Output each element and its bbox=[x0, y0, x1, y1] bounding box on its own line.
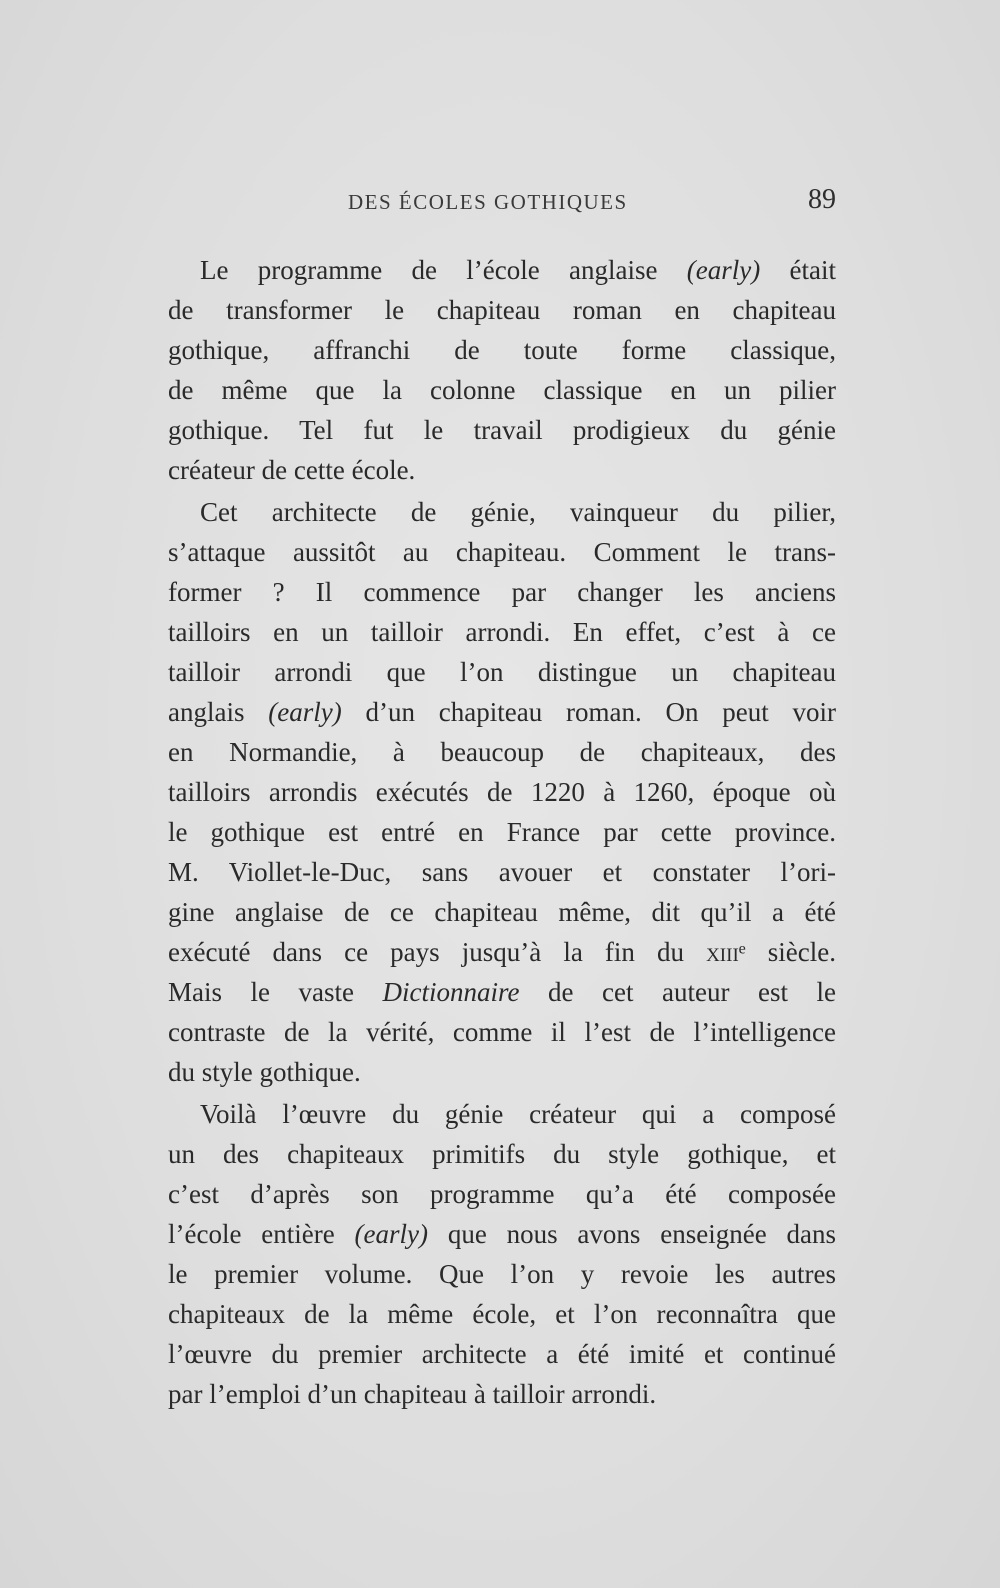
text-line: créateur de cette école. bbox=[168, 455, 416, 485]
small-caps-text: xiii bbox=[706, 937, 739, 967]
text-line: par l’emploi d’un chapiteau à tailloir arrondi. bbox=[168, 1379, 657, 1409]
text-line: un des chapiteaux primitifs du style gothique, et bbox=[168, 1139, 836, 1169]
italic-text: Dictionnaire bbox=[382, 977, 520, 1007]
text-line: c’est d’après son programme qu’a été composée bbox=[168, 1179, 836, 1209]
text-line: l’œuvre du premier architecte a été imité et continué bbox=[168, 1339, 836, 1369]
text-line: exécuté dans ce pays jusqu’à la fin du xiiiᵉ siècle. bbox=[168, 937, 836, 967]
body-text bbox=[168, 250, 836, 1416]
text-line: l’école entière (early) que nous avons enseignée dans bbox=[168, 1219, 836, 1249]
running-title: DES ÉCOLES GOTHIQUES bbox=[348, 190, 628, 214]
text-line: gothique. Tel fut le travail prodigieux du génie bbox=[168, 415, 836, 445]
running-header bbox=[168, 184, 836, 224]
text-line: gothique, affranchi de toute forme classique, bbox=[168, 335, 836, 365]
italic-text: (early) bbox=[268, 697, 342, 727]
text-line: M. Viollet-le-Duc, sans avouer et constater l’ori- bbox=[168, 857, 836, 887]
text-line: chapiteaux de la même école, et l’on reconnaîtra que bbox=[168, 1299, 836, 1329]
text-line: Mais le vaste Dictionnaire de cet auteur est le bbox=[168, 977, 836, 1007]
text-line: le gothique est entré en France par cette province. bbox=[168, 817, 836, 847]
text-line: de même que la colonne classique en un pilier bbox=[168, 375, 836, 405]
italic-text: (early) bbox=[354, 1219, 428, 1249]
text-line: en Normandie, à beaucoup de chapiteaux, des bbox=[168, 737, 836, 767]
text-line: tailloirs en un tailloir arrondi. En effet, c’est à ce bbox=[168, 617, 836, 647]
paragraph bbox=[168, 250, 836, 490]
text-line: du style gothique. bbox=[168, 1057, 361, 1087]
text-line: s’attaque aussitôt au chapiteau. Comment le trans- bbox=[168, 537, 836, 567]
text-line: Voilà l’œuvre du génie créateur qui a composé bbox=[200, 1099, 836, 1129]
text-line: gine anglaise de ce chapiteau même, dit qu’il a été bbox=[168, 897, 836, 927]
paragraph bbox=[168, 1094, 836, 1414]
text-line: le premier volume. Que l’on y revoie les autres bbox=[168, 1259, 836, 1289]
text-line: de transformer le chapiteau roman en chapiteau bbox=[168, 295, 836, 325]
page-number: 89 bbox=[808, 184, 836, 215]
paragraph bbox=[168, 492, 836, 1092]
text-line: anglais (early) d’un chapiteau roman. On peut voir bbox=[168, 697, 836, 727]
text-line: contraste de la vérité, comme il l’est de l’intelligence bbox=[168, 1017, 836, 1047]
italic-text: (early) bbox=[686, 255, 761, 285]
text-line: tailloir arrondi que l’on distingue un chapiteau bbox=[168, 657, 836, 687]
text-line: tailloirs arrondis exécutés de 1220 à 1260, époque où bbox=[168, 777, 836, 807]
text-line: former ? Il commence par changer les anciens bbox=[168, 577, 836, 607]
text-line: Le programme de l’école anglaise (early) était bbox=[200, 255, 836, 285]
text-line: Cet architecte de génie, vainqueur du pilier, bbox=[200, 497, 836, 527]
